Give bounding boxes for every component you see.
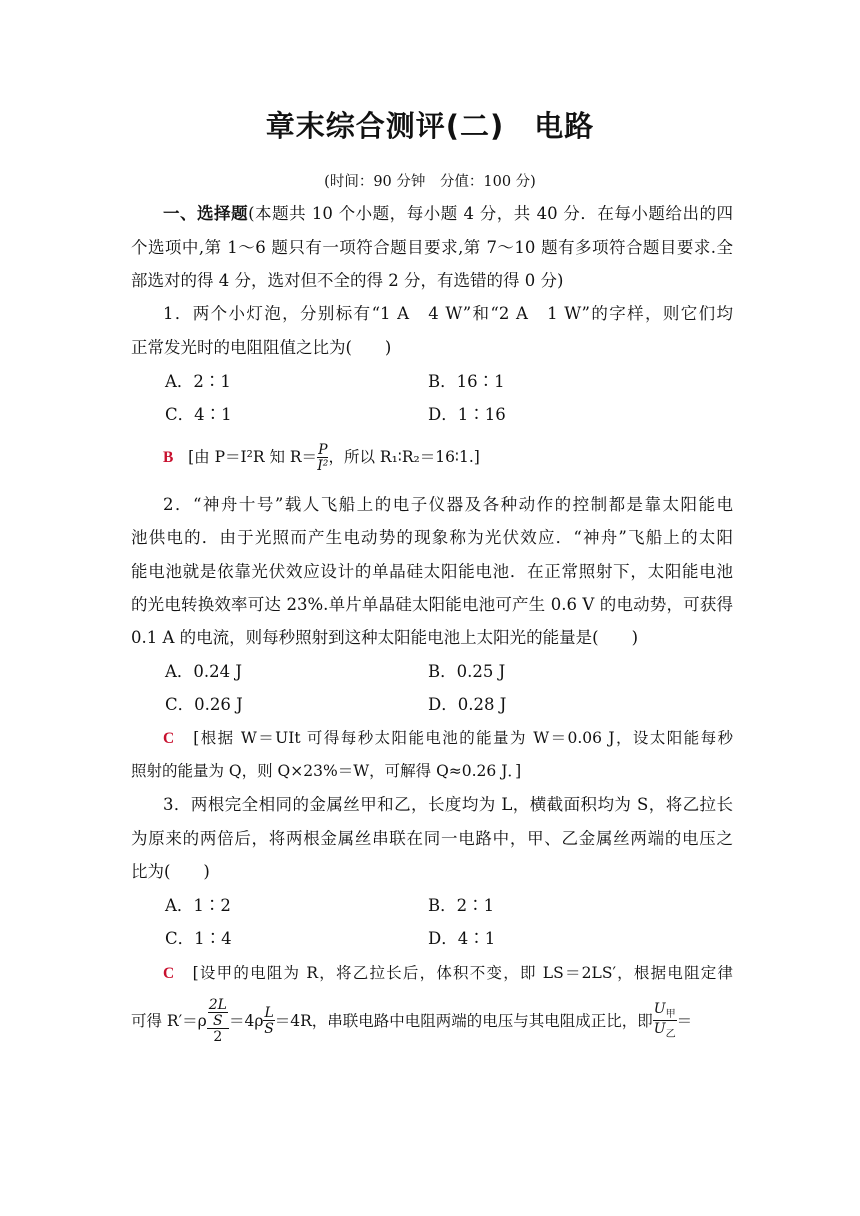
q1-fraction: $\frac{P}{\text{I²}}$ <box>317 442 329 474</box>
q1-answer-letter: B <box>163 449 174 466</box>
q3-answer-line-2: 可得 R′＝ρ $\frac{\frac{2L}{S}}{2}$ ＝4ρ $\frac{L}{S}$ ＝4R，串联电路中电阻两端的电压与其电阻成正比，即 $\frac{U_甲}{U_乙}$ ＝ <box>131 997 693 1045</box>
q1-option-c: C．4∶1 <box>165 405 232 424</box>
question-3-line-3: 比为( ) <box>131 862 210 881</box>
question-2-line-1: 2．“神舟十号”载人飞船上的电子仪器及各种动作的控制都是靠太阳能电 <box>163 495 733 514</box>
question-2-line-4: 的光电转换效率可达 23%.单片单晶硅太阳能电池可产生 0.6 V 的电动势，可获得 <box>131 595 733 614</box>
question-2-line-5: 0.1 A 的电流，则每秒照射到这种太阳能电池上太阳光的能量是( ) <box>131 628 639 647</box>
page-title: 章末综合测评(二) 电路 <box>265 109 595 143</box>
question-2-line-2: 池供电的．由于光照而产生电动势的现象称为光伏效应．“神舟”飞船上的太阳 <box>131 528 733 547</box>
q2-answer-line-1: C [根据 W＝UIt 可得每秒太阳能电池的能量为 W＝0.06 J，设太阳能每秒 <box>163 729 734 747</box>
q3-fraction-2: $\frac{L}{S}$ <box>264 1005 274 1037</box>
q1-answer: B [由 P＝I²R 知 R＝ $\frac{P}{\text{I²}}$ ，所以 R₁∶R₂＝16∶1.] <box>163 442 480 474</box>
question-1-line-2: 正常发光时的电阻阻值之比为( ) <box>131 338 392 357</box>
q3-option-c: C．1∶4 <box>165 929 232 948</box>
q2-answer-letter: C <box>163 730 175 747</box>
section-heading: 一、选择题 <box>163 204 249 223</box>
question-2-line-3: 能电池就是依靠光伏效应设计的单晶硅太阳能电池．在正常照射下，太阳能电池 <box>131 562 733 581</box>
q3-option-b: B．2∶1 <box>428 896 495 915</box>
q3-option-a: A．1∶2 <box>165 896 231 915</box>
section-intro-line-1: 一、选择题(本题共 10 个小题，每小题 4 分，共 40 分．在每小题给出的四 <box>163 204 733 223</box>
section-intro-line-3: 部选对的得 4 分，选对但不全的得 2 分，有选错的得 0 分) <box>131 271 564 290</box>
q1-option-a: A．2∶1 <box>165 372 231 391</box>
q3-answer-letter: C <box>163 965 175 982</box>
q2-option-d: D．0.28 J <box>428 695 507 714</box>
q2-option-a: A．0.24 J <box>165 662 243 681</box>
q1-option-d: D．1∶16 <box>428 405 506 424</box>
q3-option-d: D．4∶1 <box>428 929 496 948</box>
q2-answer-line-2: 照射的能量为 Q，则 Q×23%＝W，可解得 Q≈0.26 J．] <box>131 762 522 780</box>
question-3-line-1: 3．两根完全相同的金属丝甲和乙，长度均为 L，横截面积均为 S，将乙拉长 <box>163 795 733 814</box>
q3-fraction-1: $\frac{\frac{2L}{S}}{2}$ <box>208 997 227 1045</box>
q1-option-b: B．16∶1 <box>428 372 505 391</box>
exam-info: (时间：90 分钟 分值：100 分) <box>324 174 536 190</box>
section-intro-line-2: 个选项中,第 1～6 题只有一项符合题目要求,第 7～10 题有多项符合题目要求.全 <box>131 238 733 257</box>
q2-option-c: C．0.26 J <box>165 695 243 714</box>
question-3-line-2: 为原来的两倍后，将两根金属丝串联在同一电路中，甲、乙金属丝两端的电压之 <box>131 829 733 848</box>
q2-option-b: B．0.25 J <box>428 662 506 681</box>
q3-answer-line-1: C [设甲的电阻为 R，将乙拉长后，体积不变，即 LS＝2LS′，根据电阻定律 <box>163 964 734 982</box>
q3-fraction-3: $\frac{U_甲}{U_乙}$ <box>653 1001 676 1040</box>
question-1-line-1: 1．两个小灯泡，分别标有“1 A 4 W”和“2 A 1 W”的字样，则它们均 <box>163 304 733 323</box>
